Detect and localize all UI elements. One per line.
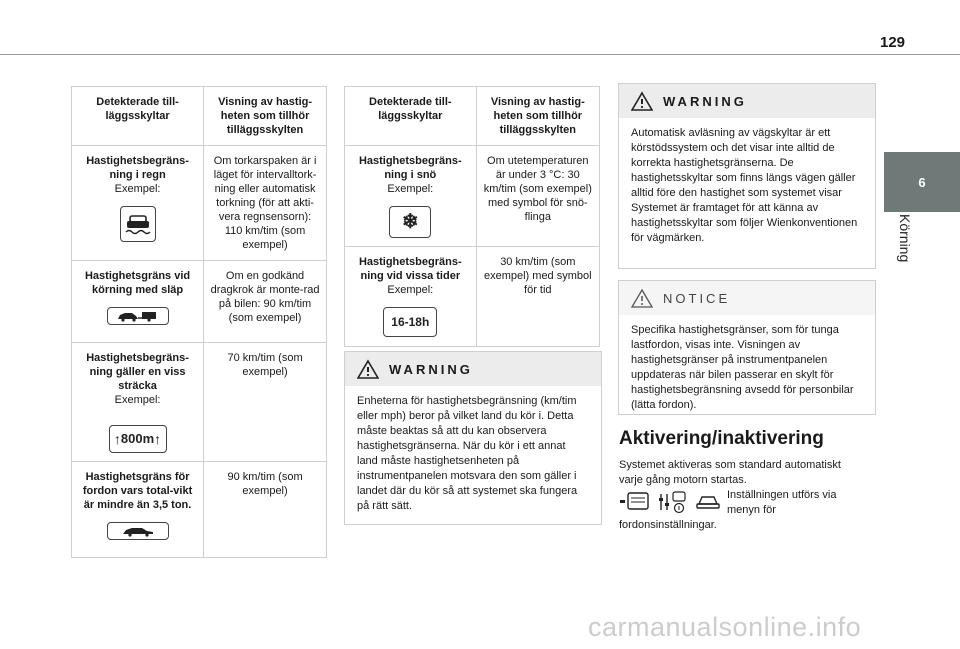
table-row-distance: [72, 343, 204, 462]
warning-header: [345, 352, 601, 386]
table-row-time: [345, 247, 477, 347]
table-row-weight: [72, 462, 204, 558]
cell-title: Hastighetsgräns för fordon vars total-vikt är mindre än 3,5 ton.: [82, 471, 193, 511]
cell-title: Hastighetsbegräns-ning i snö: [358, 155, 462, 181]
arrow-up-icon: ↑: [113, 431, 121, 447]
warning-triangle-icon: [357, 359, 379, 379]
cell-value: Om utetemperaturen är under 3 °C: 30 km/tim (som exempel) med symbol för snö-flinga: [476, 146, 599, 247]
arrow-up-icon: ↑: [154, 431, 162, 447]
cell-example: Exempel:: [114, 394, 161, 406]
cell-title: Hastighetsbegräns-ning vid vissa tider: [358, 256, 462, 282]
header-rule: [0, 54, 960, 55]
notice-triangle-icon: [631, 288, 653, 308]
table-header-display: Visning av hastig-heten som tillhör tilläggsskylten: [476, 87, 599, 146]
table-header-signs: Detekterade till-läggsskyltar: [72, 87, 204, 146]
chapter-number-tab[interactable]: 6: [884, 152, 960, 212]
driving-assist-icon: [695, 491, 721, 513]
cell-title: Hastighetsbegräns-ning i regn: [86, 155, 189, 181]
table-row-snow: [345, 146, 477, 247]
notice-header: [619, 281, 875, 315]
table-row-rain: [72, 146, 204, 261]
car-trailer-sign-icon: [107, 307, 169, 325]
touchscreen-icon: [619, 491, 649, 513]
cell-example: Exempel:: [387, 284, 434, 296]
warning-triangle-icon: [631, 91, 653, 111]
cell-value: 30 km/tim (som exempel) med symbol för tid: [476, 247, 599, 347]
warning-text: Enheterna för hastighetsbegränsning (km/tim eller mph) beror på vilket land du kör i. Detta måste beaktas så att du kan observera hastighetsgränserna. När du kör i ett annat land måste hastighetsenheten på instrumentpanelen motsvara den som gäller i landet där du kör så att systemet ska fungera på rätt sätt.: [357, 395, 578, 512]
cell-example: Exempel:: [114, 183, 161, 195]
car-sign-icon: [107, 522, 169, 540]
cell-value: Om torkarspaken är i läget för intervalltork-ning eller automatisk torkning (för att akti-vera regnsensorn): 110 km/tim (som exempel): [204, 146, 327, 261]
notice-text: Specifika hastighetsgränser, som för tunga lastfordon, visas inte. Visningen av hastighetsgränser på instrumentpanelen uppdateras när bilen passerar en skylt för hastighetsbegränsning avsedd för personbilar (lätta fordon).: [631, 324, 854, 411]
warning-box-reading: [618, 83, 876, 269]
settings-icons: [619, 490, 721, 514]
supplementary-signs-table-left: [71, 86, 327, 558]
cell-value: 70 km/tim (som exempel): [204, 343, 327, 462]
warning-text: Automatisk avläsning av vägskyltar är ett körstödssystem och det visar inte alltid de korrekta hastighetsgränserna. De hastighetsskyltar som finns längs vägen gäller alltid före den hastighet som systemet visar Systemet är framtaget för att känna av hastighetsskyltar som följer Wienkonventionen för vägmärken.: [631, 127, 858, 244]
cell-title: Hastighetsgräns vid körning med släp: [84, 270, 191, 296]
section-title: Aktivering/inaktivering: [619, 428, 824, 449]
vehicle-settings-icon: [657, 490, 687, 514]
section-intro: Systemet aktiveras som standard automatiskt varje gång motorn startas.: [619, 459, 841, 486]
warning-header: [619, 84, 875, 118]
page-number: 129: [880, 34, 906, 51]
watermark: carmanualsonline.info: [588, 612, 862, 642]
cell-example: Exempel:: [387, 183, 434, 195]
warning-title: WARNING: [663, 93, 747, 109]
snowflake-sign-icon: ❄: [389, 206, 431, 238]
cell-value: 90 km/tim (som exempel): [204, 462, 327, 558]
settings-tail: fordonsinställningar.: [619, 519, 717, 531]
table-header-signs: Detekterade till-läggsskyltar: [345, 87, 477, 146]
cell-title: Hastighetsbegräns-ning gäller en viss sträcka: [86, 352, 189, 392]
rain-car-sign-icon: [120, 206, 156, 242]
cell-value: Om en godkänd dragkrok är monte-rad på bilen: 90 km/tim (som exempel): [204, 261, 327, 343]
sign-text: 800m: [120, 431, 155, 446]
distance-800m-sign-icon: [109, 425, 167, 453]
warning-box-units: [344, 351, 602, 525]
notice-box: [618, 280, 876, 415]
supplementary-signs-table-mid: [344, 86, 600, 347]
table-header-display: Visning av hastig-heten som tillhör tilläggsskylten: [204, 87, 327, 146]
table-row-trailer: [72, 261, 204, 343]
notice-title: NOTICE: [663, 290, 731, 306]
time-16-18h-sign-icon: 16-18h: [383, 307, 437, 337]
chapter-title: Körning: [897, 214, 913, 263]
settings-text: Inställningen utförs via menyn för: [727, 489, 837, 516]
warning-title: WARNING: [389, 361, 473, 377]
